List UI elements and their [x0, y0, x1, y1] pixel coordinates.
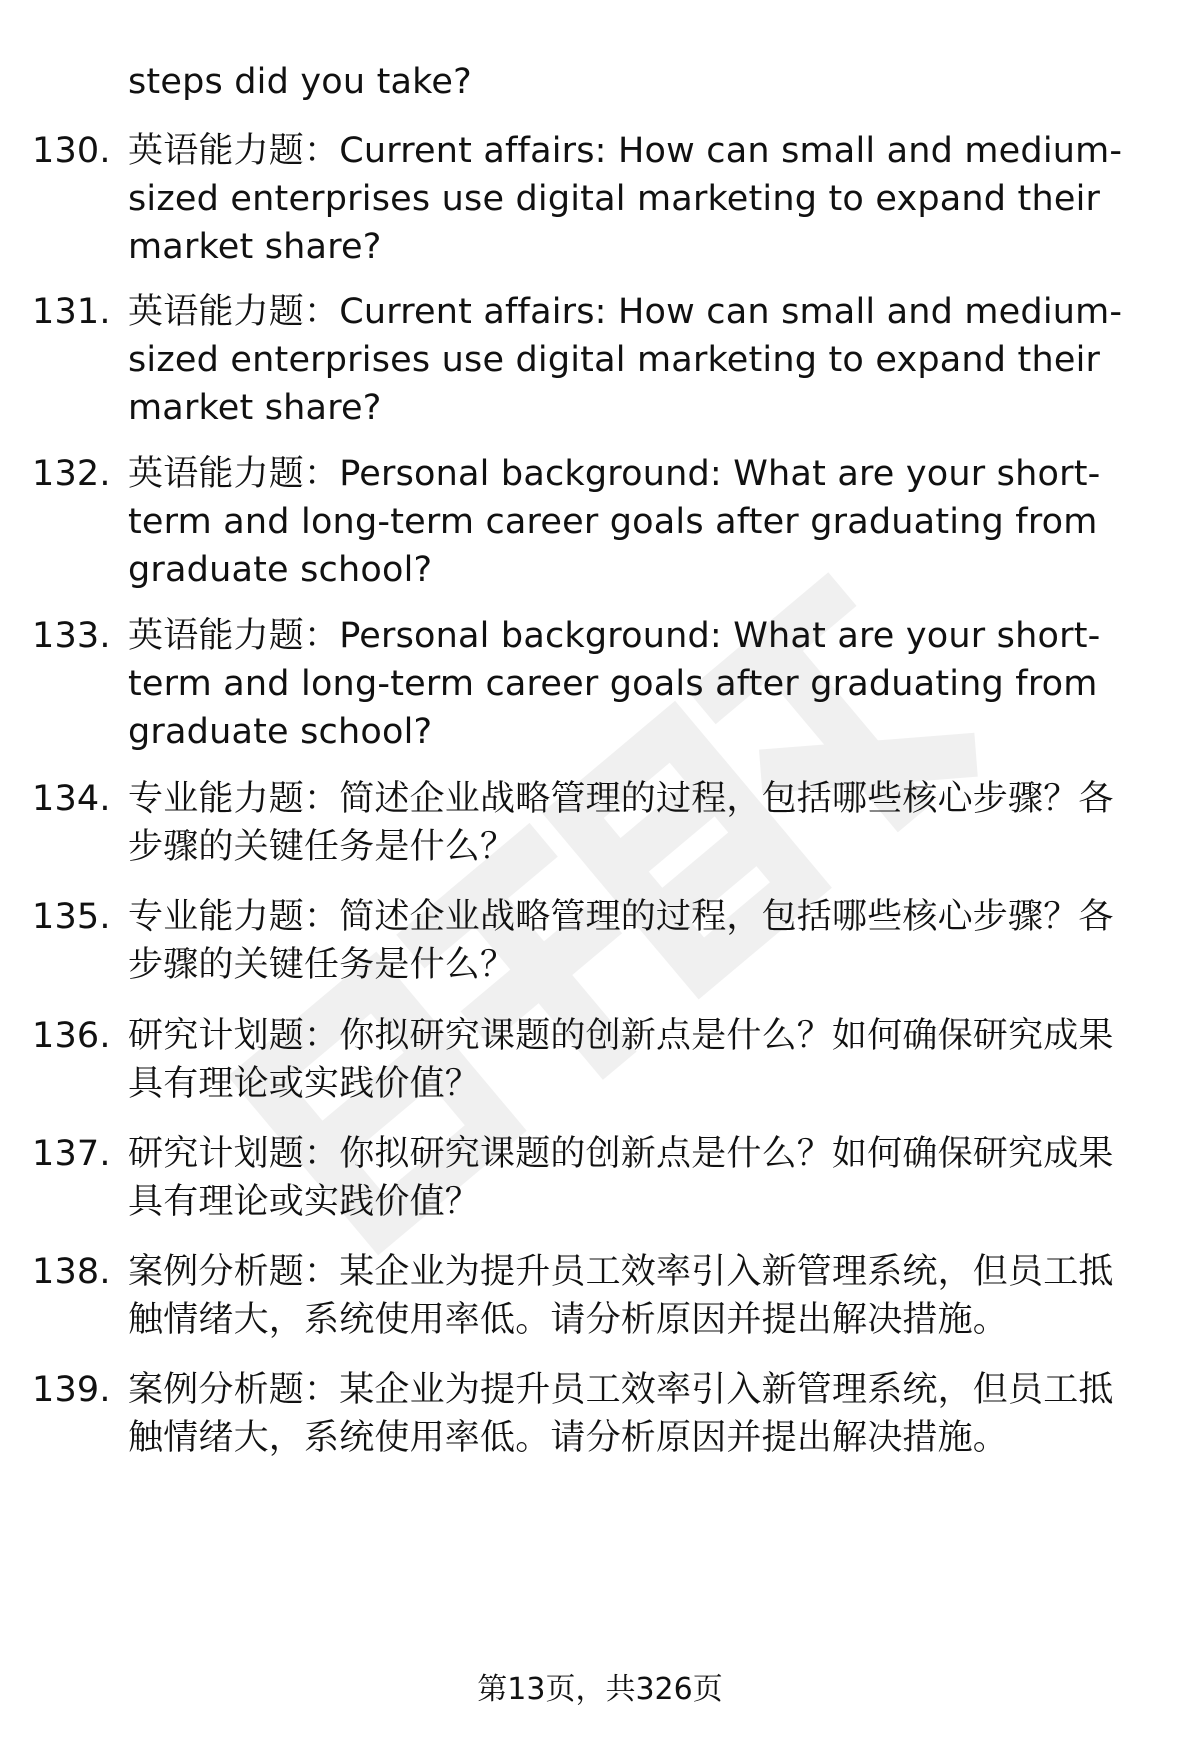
list-item — [32, 893, 1142, 989]
item-number: 136. — [32, 1016, 111, 1056]
list-item — [32, 1130, 1142, 1226]
item-number: 138. — [32, 1252, 111, 1292]
item-text: 案例分析题：某企业为提升员工效率引入新管理系统，但员工抵触情绪大，系统使用率低。请分析原因并提出解决措施。 — [128, 1370, 1114, 1458]
item-number: 134. — [32, 779, 111, 819]
item-number: 135. — [32, 897, 111, 937]
item-number: 137. — [32, 1134, 111, 1174]
continued-question-text: steps did you take? — [128, 62, 472, 102]
item-text: 英语能力题：Current affairs: How can small and medium-sized enterprises use digital marketing to expand their market share? — [128, 131, 1123, 267]
item-text: 英语能力题：Personal background: What are your short-term and long-term career goals after graduating from graduate school? — [128, 454, 1101, 590]
item-text: 案例分析题：某企业为提升员工效率引入新管理系统，但员工抵触情绪大，系统使用率低。请分析原因并提出解决措施。 — [128, 1252, 1114, 1340]
list-item — [32, 1366, 1142, 1462]
item-number: 133. — [32, 616, 111, 656]
page-footer: 第13页，共326页 — [477, 1672, 723, 1707]
item-text: 专业能力题：简述企业战略管理的过程，包括哪些核心步骤？各步骤的关键任务是什么？ — [128, 897, 1114, 985]
item-text: 英语能力题：Current affairs: How can small and medium-sized enterprises use digital marketing to expand their market share? — [128, 292, 1123, 428]
list-item — [32, 612, 1142, 756]
item-text: 英语能力题：Personal background: What are your short-term and long-term career goals after graduating from graduate school? — [128, 616, 1101, 752]
item-text: 研究计划题：你拟研究课题的创新点是什么？如何确保研究成果具有理论或实践价值？ — [128, 1134, 1114, 1222]
list-item — [32, 1012, 1142, 1108]
item-number: 139. — [32, 1370, 111, 1410]
item-number: 131. — [32, 292, 111, 332]
item-number: 132. — [32, 454, 111, 494]
item-text: 研究计划题：你拟研究课题的创新点是什么？如何确保研究成果具有理论或实践价值？ — [128, 1016, 1114, 1104]
list-item — [32, 450, 1142, 594]
item-text: 专业能力题：简述企业战略管理的过程，包括哪些核心步骤？各步骤的关键任务是什么？ — [128, 779, 1114, 867]
item-number: 130. — [32, 131, 111, 171]
list-item — [32, 127, 1142, 271]
list-item — [32, 288, 1142, 432]
list-item — [32, 775, 1142, 871]
list-item — [32, 1248, 1142, 1344]
